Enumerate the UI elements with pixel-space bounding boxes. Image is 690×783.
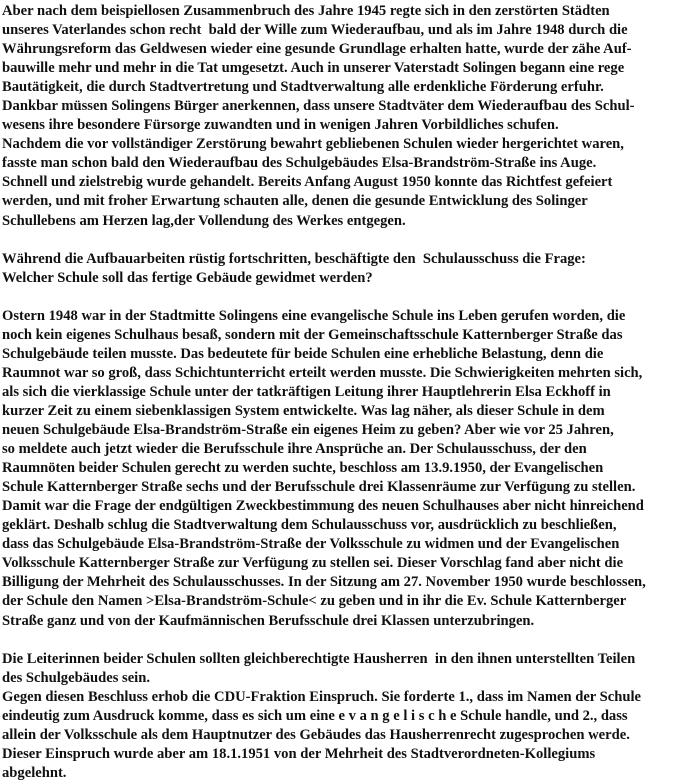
text-line: fasste man schon bald den Wiederaufbau des Schulgebäudes Elsa-Brandström-Straße ins Auge. [2, 155, 597, 172]
text-line: noch kein eigenes Schulhaus besaß, sondern mit der Gemeinschaftsschule Katternberger Straße das [2, 326, 623, 343]
text-line: dass das Schulgebäude Elsa-Brandström-Straße der Volksschule zu widmen und der Evangelischen [2, 536, 620, 553]
paragraph-3 [2, 307, 690, 631]
text-line: bauwille mehr und mehr in die Tat umgesetzt. Auch in unserer Vaterstadt Solingen begann eine rege [2, 60, 625, 77]
text-line: Die Leiterinnen beider Schulen sollten gleichberechtigte Hausherren in den ihnen unterstellten Teilen [2, 650, 636, 667]
text-line: als sich die vierklassige Schule unter der tatkräftigen Leitung ihrer Hauptlehrerin Elsa Eckhoff in [2, 383, 611, 400]
text-line: Bautätigkeit, die durch Stadtvertretung und Stadtverwaltung alle erdenkliche Förderung erfuhr. [2, 79, 604, 96]
paragraph-2 [2, 250, 690, 288]
text-line: Raumnöten beider Schulen gerecht zu werden suchte, beschloss am 13.9.1950, der Evangelischen [2, 460, 604, 477]
text-line: Dankbar müssen Solingens Bürger anerkennen, dass unsere Stadtväter dem Wiederaufbau des Schul- [2, 98, 635, 115]
text-line: Damit war die Frage der endgültigen Zweckbestimmung des neuen Schulhauses aber nicht hinreichend [2, 498, 644, 515]
text-line: Raumnot war so groß, dass Schichtunterricht erteilt werden musste. Die Schwierigkeiten mehrten sich, [2, 364, 643, 381]
text-line: allein der Volksschule als dem Hauptnutzer des Gebäudes das Hausherrenrecht zugesprochen werde. [2, 726, 630, 743]
text-line: Ostern 1948 war in der Stadtmitte Solingens eine evangelische Schule ins Leben gerufen worden, die [2, 307, 626, 324]
text-line: Billigung der Mehrheit des Schulausschusses. In der Sitzung am 27. November 1950 wurde beschlossen, [2, 574, 646, 591]
paragraph-spacer [2, 631, 690, 650]
text-line: neuen Schulgebäude Elsa-Brandström-Straße ein eigenes Heim zu geben? Aber wie vor 25 Jahren, [2, 422, 614, 439]
text-line: Straße ganz und von der Kaufmännischen Berufsschule drei Klassen unterzubringen. [2, 612, 535, 629]
text-line: abgelehnt. [2, 764, 67, 781]
paragraph-1 [2, 2, 690, 231]
text-line: des Schulgebäudes sein. [2, 669, 151, 686]
text-line: Schule Katternberger Straße sechs und der Berufsschule drei Klassenräume zur Verfügung zu stellen. [2, 479, 636, 496]
paragraph-spacer [2, 231, 690, 250]
paragraph-spacer [2, 288, 690, 307]
text-line: eindeutig zum Ausdruck komme, dass es sich um eine e v a n g e l i s c h e Schule handle, und 2., dass [2, 707, 628, 724]
text-line: werden, und mit froher Erwartung schauten alle, denen die gesunde Entwicklung des Solinger [2, 193, 588, 210]
text-line: Währungsreform das Geldwesen wieder eine gesunde Grundlage erhalten hatte, wurde der zähe Auf- [2, 41, 632, 58]
text-line: Gegen diesen Beschluss erhob die CDU-Fraktion Einspruch. Sie forderte 1., dass im Namen der Schule [2, 688, 642, 705]
text-line: Schulgebäude teilen musste. Das bedeutete für beide Schulen eine erhebliche Belastung, denn die [2, 345, 604, 362]
text-line: Schnell und zielstrebig wurde gehandelt. Bereits Anfang August 1950 konnte das Richtfest gefeiert [2, 174, 613, 191]
text-line: unseres Vaterlandes schon recht bald der Wille zum Wiederaufbau, und als im Jahre 1948 durch die [2, 22, 628, 39]
text-line: der Schule den Namen >Elsa-Brandström-Schule< zu geben und in ihr die Ev. Schule Katternberger [2, 593, 627, 610]
text-line: Während die Aufbauarbeiten rüstig fortschritten, beschäftigte den Schulausschuss die Frage: [2, 250, 586, 267]
text-line: geklärt. Deshalb schlug die Stadtverwaltung dem Schulausschuss vor, ausdrücklich zu beschließen, [2, 517, 617, 534]
text-line: Welcher Schule soll das fertige Gebäude gewidmet werden? [2, 269, 373, 286]
text-line: Aber nach dem beispiellosen Zusammenbruch des Jahre 1945 regte sich in den zerstörten Städten [2, 3, 610, 19]
text-line: so meldete auch jetzt wieder die Berufsschule ihre Ansprüche an. Der Schulausschuss, der den [2, 441, 587, 458]
text-line: Nachdem die vor vollständiger Zerstörung bewahrt gebliebenen Schulen wieder hergerichtet waren, [2, 136, 624, 153]
text-line: Volksschule Katternberger Straße zur Verfügung zu stellen sei. Dieser Vorschlag fand aber nicht die [2, 555, 624, 572]
text-line: Dieser Einspruch wurde aber am 18.1.1951 von der Mehrheit des Stadtverordneten-Kollegiums [2, 745, 596, 762]
text-line: Schullebens am Herzen lag,der Vollendung des Werkes entgegen. [2, 212, 406, 229]
text-line: kurzer Zeit zu einem siebenklassigen System entwickelte. Was lag näher, als dieser Schule in dem [2, 402, 605, 419]
text-line: wesens ihre besondere Fürsorge zuwandten und in wenigen Jahren Vorbildliches schufen. [2, 117, 559, 134]
paragraph-4 [2, 650, 690, 783]
